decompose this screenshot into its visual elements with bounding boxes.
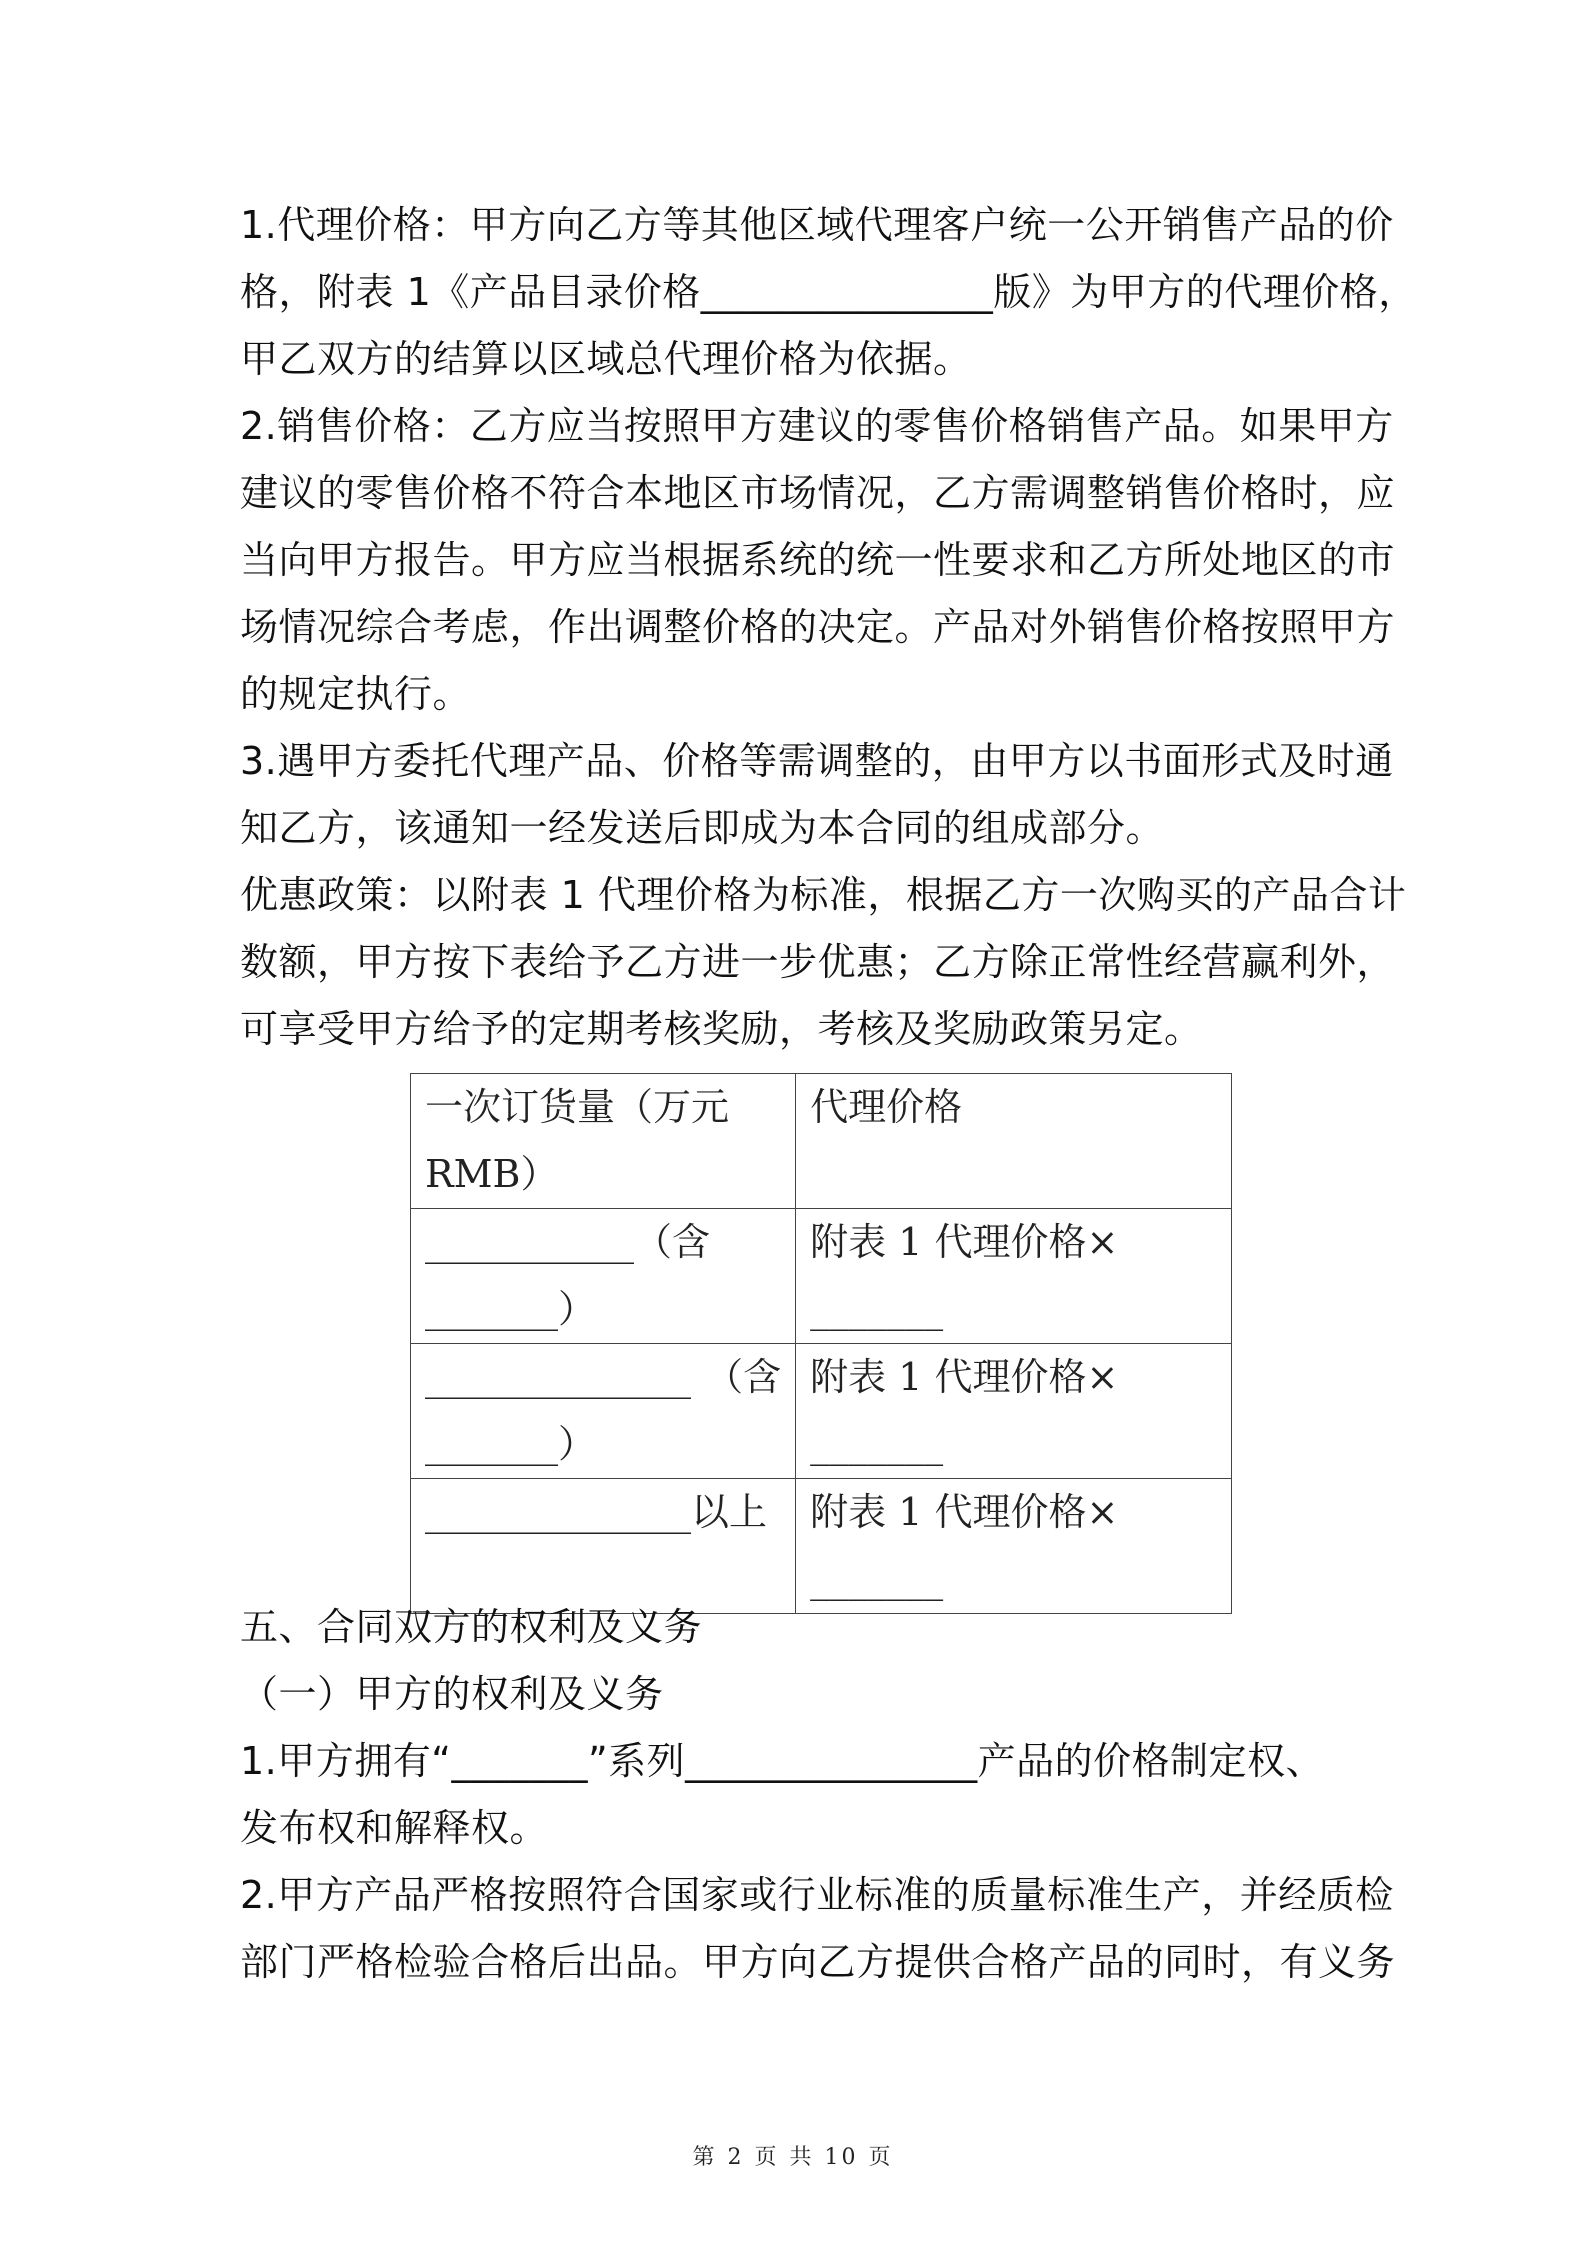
text-line: 1.甲方拥有“_______”系列_______________产品的价格制定权、: [240, 1739, 1325, 1783]
text-line: 数额，甲方按下表给予乙方进一步优惠；乙方除正常性经营赢利外，: [240, 940, 1396, 984]
cell-suffix: （含: [634, 1220, 711, 1264]
rights-obligations-section: [240, 1594, 1396, 1996]
cell-text: 一次订货量（万元: [425, 1085, 730, 1129]
text-line: 3.遇甲方委托代理产品、价格等需调整的，由甲方以书面形式及时通: [240, 739, 1394, 783]
agent-price-cell: [796, 1344, 1232, 1479]
fill-blank: ___________: [425, 1220, 634, 1264]
cell-text: [425, 1344, 781, 1411]
text-line: 2.销售价格：乙方应当按照甲方建议的零售价格销售产品。如果甲方: [240, 404, 1394, 448]
cell-text: RMB）: [425, 1152, 559, 1196]
table-row: [411, 1344, 1232, 1479]
fill-blank: _______: [810, 1557, 944, 1601]
text-line: 场情况综合考虑，作出调整价格的决定。产品对外销售价格按照甲方: [240, 605, 1396, 649]
page-number: 第 2 页 共 10 页: [692, 2145, 894, 2170]
text-line: 可享受甲方给予的定期考核奖励，考核及奖励政策另定。: [240, 1007, 1203, 1051]
cell-text: [425, 1209, 781, 1276]
cell-text: 附表 1 代理价格×: [810, 1220, 1119, 1264]
text-line: 知乙方，该通知一经发送后即成为本合同的组成部分。: [240, 806, 1165, 850]
cell-text: [425, 1479, 781, 1546]
cell-text: 附表 1 代理价格×: [810, 1490, 1119, 1534]
order-amount-cell: [411, 1344, 796, 1479]
text-line: 甲乙双方的结算以区域总代理价格为依据。: [240, 337, 972, 381]
section-heading: 五、合同双方的权利及义务: [240, 1605, 703, 1649]
table-header-row: [411, 1074, 1232, 1209]
cell-text: 附表 1 代理价格×: [810, 1355, 1119, 1399]
cell-suffix: 以上: [691, 1490, 768, 1534]
cell-text: _______）: [425, 1287, 597, 1331]
discount-table: [410, 1073, 1232, 1614]
text-line: 2.甲方产品严格按照符合国家或行业标准的质量标准生产，并经质检: [240, 1873, 1394, 1917]
order-amount-cell: [411, 1209, 796, 1344]
header-cell-agent-price: [796, 1074, 1232, 1209]
fill-blank: ______________: [425, 1490, 691, 1534]
text-line: 优惠政策：以附表 1 代理价格为标准，根据乙方一次购买的产品合计: [240, 873, 1407, 917]
fill-blank: _______: [810, 1422, 944, 1466]
subsection-heading: （一）甲方的权利及义务: [240, 1672, 664, 1716]
text-line: 部门严格检验合格后出品。甲方向乙方提供合格产品的同时，有义务: [240, 1940, 1396, 1984]
cell-text: _______）: [425, 1422, 597, 1466]
text-line: 发布权和解释权。: [240, 1806, 549, 1850]
header-cell-order-amount: [411, 1074, 796, 1209]
table-row: [411, 1209, 1232, 1344]
text-line: 建议的零售价格不符合本地区市场情况，乙方需调整销售价格时，应: [240, 471, 1396, 515]
cell-text: 代理价格: [810, 1085, 963, 1129]
cell-suffix: （含: [705, 1355, 782, 1399]
pricing-clauses: [240, 192, 1417, 1063]
text-line: 的规定执行。: [240, 672, 472, 716]
agent-price-cell: [796, 1209, 1232, 1344]
fill-blank: _______: [810, 1287, 944, 1331]
fill-blank: ______________: [425, 1355, 691, 1399]
text-line: 格，附表 1《产品目录价格_______________版》为甲方的代理价格，: [240, 270, 1417, 314]
text-line: 1.代理价格：甲方向乙方等其他区域代理客户统一公开销售产品的价: [240, 203, 1394, 247]
text-line: 当向甲方报告。甲方应当根据系统的统一性要求和乙方所处地区的市: [240, 538, 1396, 582]
